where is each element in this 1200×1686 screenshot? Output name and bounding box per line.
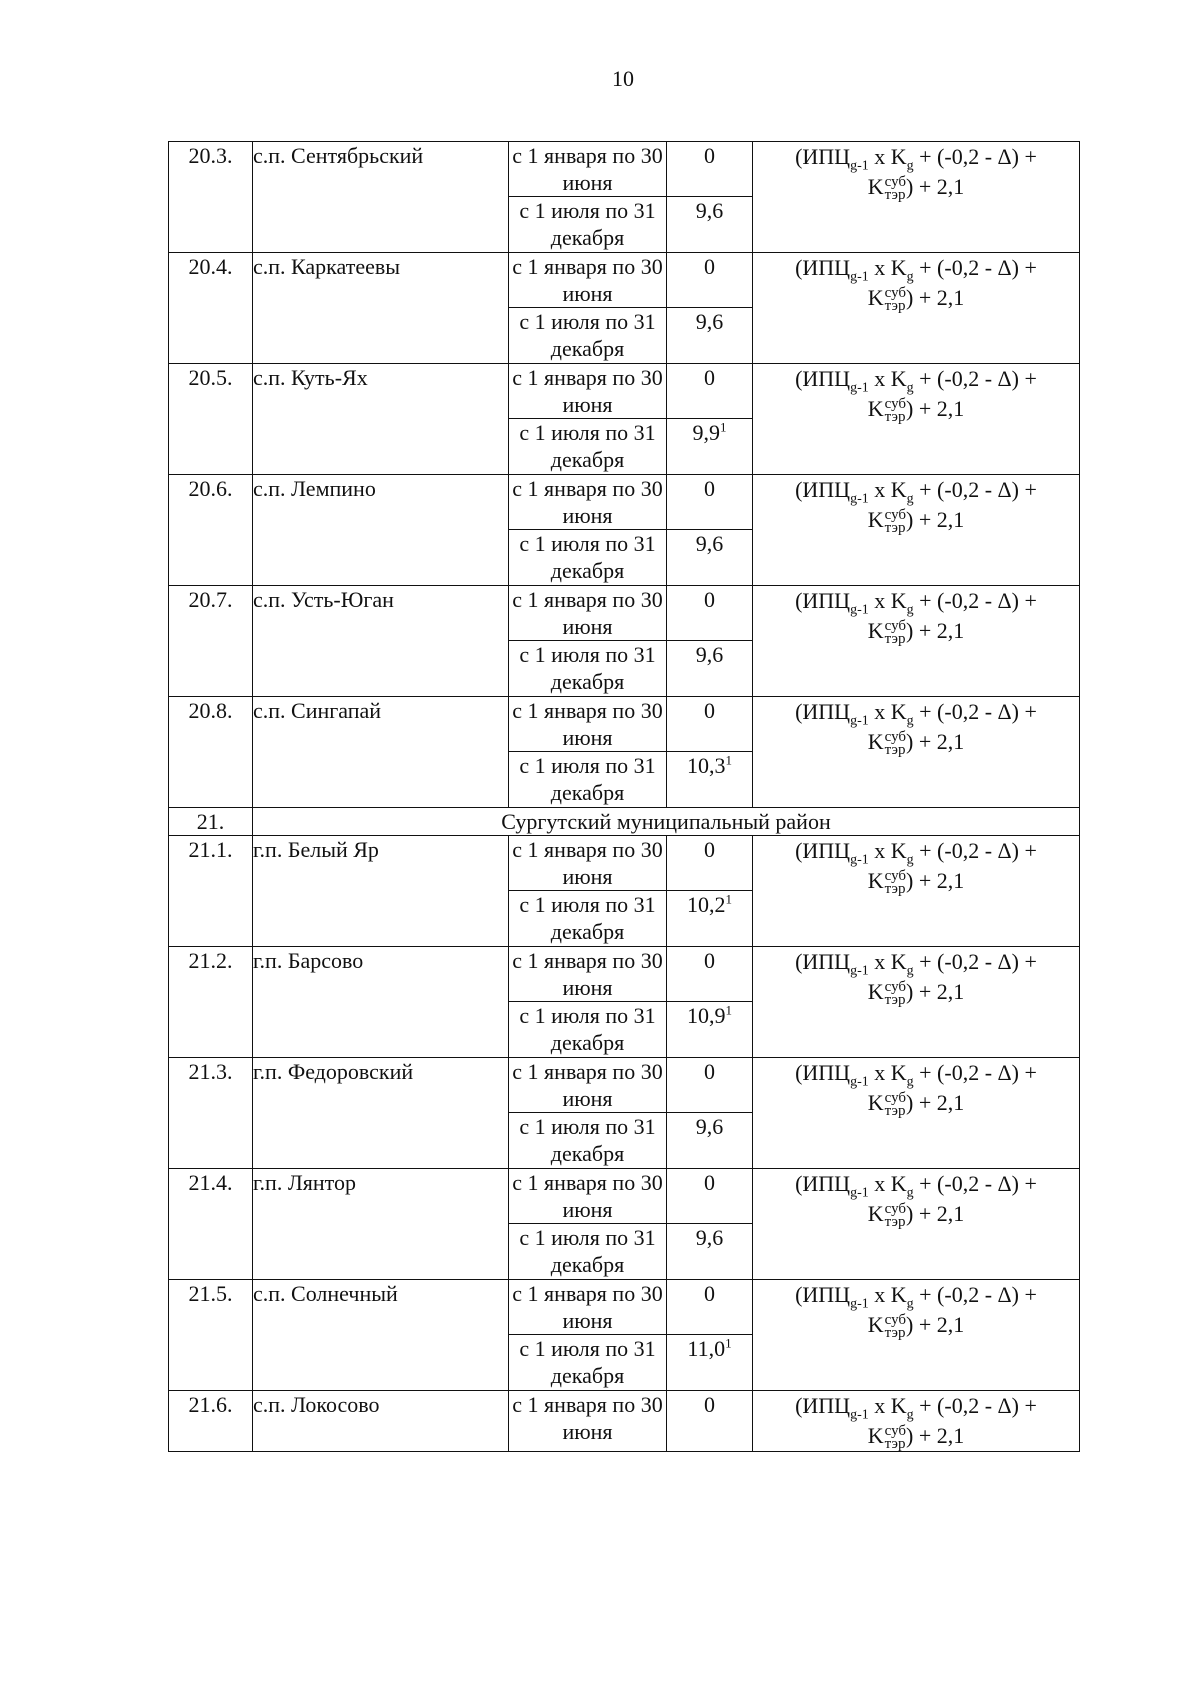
table-row <box>169 947 1080 1002</box>
table-row <box>169 1169 1080 1224</box>
period-first-half: с 1 января по 30 июня <box>509 1058 667 1113</box>
settlement-name: г.п. Федоровский <box>253 1058 509 1169</box>
formula-line-2: K суб тэр ) + 2,1 <box>867 173 965 203</box>
period-first-half: с 1 января по 30 июня <box>509 253 667 308</box>
period-second-half: с 1 июля по 31 декабря <box>509 419 667 475</box>
formula-cell <box>753 1391 1080 1452</box>
formula-line-2: K суб тэр ) + 2,1 <box>867 978 965 1008</box>
row-number: 20.3. <box>169 142 253 253</box>
formula-line-1: ($ИПЦ_{g-1}$ x $K_g + (-0,2 - \Delta)$ + <box>795 1282 1037 1312</box>
footnote-mark: 1 <box>725 1335 732 1351</box>
formula-cell <box>753 586 1080 697</box>
value-first-half: 0 <box>667 586 753 641</box>
table-row <box>169 586 1080 641</box>
row-number: 21.2. <box>169 947 253 1058</box>
value-second-half: 10,9$^1$ <box>667 1002 753 1058</box>
value-second-half: 9,9$^1$ <box>667 419 753 475</box>
formula-line-2: K суб тэр ) + 2,1 <box>867 1311 965 1341</box>
footnote-mark: 1 <box>725 891 732 907</box>
table-row <box>169 475 1080 530</box>
formula-line-1: ($ИПЦ_{g-1}$ x $K_g + (-0,2 - \Delta)$ + <box>795 1393 1037 1423</box>
formula-line-1: ($ИПЦ_{g-1}$ x $K_g + (-0,2 - \Delta)$ + <box>795 1060 1037 1090</box>
footnote-mark: 1 <box>720 419 727 435</box>
row-number: 20.6. <box>169 475 253 586</box>
row-number: 21.3. <box>169 1058 253 1169</box>
formula-line-2: K суб тэр ) + 2,1 <box>867 728 965 758</box>
row-number: 21.6. <box>169 1391 253 1452</box>
value-second-half: 10,3$^1$ <box>667 752 753 808</box>
settlement-name: с.п. Солнечный <box>253 1280 509 1391</box>
period-second-half: с 1 июля по 31 декабря <box>509 197 667 253</box>
formula-line-1: ($ИПЦ_{g-1}$ x $K_g + (-0,2 - \Delta)$ + <box>795 366 1037 396</box>
formula-line-2: K суб тэр ) + 2,1 <box>867 867 965 897</box>
row-number: 20.4. <box>169 253 253 364</box>
settlement-name: с.п. Куть-Ях <box>253 364 509 475</box>
table-row <box>169 1280 1080 1335</box>
settlement-name: с.п. Сингапай <box>253 697 509 808</box>
table-row <box>169 1058 1080 1113</box>
value-first-half: 0 <box>667 142 753 197</box>
value-first-half: 0 <box>667 475 753 530</box>
value-first-half: 0 <box>667 1280 753 1335</box>
value-first-half: 0 <box>667 836 753 891</box>
row-number: 20.7. <box>169 586 253 697</box>
value-second-half: 9,6 <box>667 1113 753 1169</box>
formula-line-2: K суб тэр ) + 2,1 <box>867 617 965 647</box>
value-first-half: 0 <box>667 947 753 1002</box>
formula-cell <box>753 1058 1080 1169</box>
period-first-half: с 1 января по 30 июня <box>509 475 667 530</box>
formula-cell <box>753 475 1080 586</box>
value-second-half: 9,6 <box>667 1224 753 1280</box>
value-second-half: 9,6 <box>667 530 753 586</box>
settlement-name: с.п. Каркатеевы <box>253 253 509 364</box>
period-first-half: с 1 января по 30 июня <box>509 697 667 752</box>
formula-cell <box>753 836 1080 947</box>
table-row <box>169 253 1080 308</box>
formula-cell <box>753 947 1080 1058</box>
period-second-half: с 1 июля по 31 декабря <box>509 641 667 697</box>
formula-cell <box>753 253 1080 364</box>
period-second-half: с 1 июля по 31 декабря <box>509 752 667 808</box>
settlement-name: с.п. Сентябрьский <box>253 142 509 253</box>
formula-line-2: K суб тэр ) + 2,1 <box>867 1200 965 1230</box>
value-first-half: 0 <box>667 697 753 752</box>
value-second-half: 9,6 <box>667 197 753 253</box>
formula-cell <box>753 364 1080 475</box>
formula-line-2: K суб тэр ) + 2,1 <box>867 1089 965 1119</box>
period-first-half: с 1 января по 30 июня <box>509 142 667 197</box>
row-number: 21. <box>169 808 253 836</box>
formula-line-2: K суб тэр ) + 2,1 <box>867 284 965 314</box>
row-number: 21.4. <box>169 1169 253 1280</box>
row-number: 20.8. <box>169 697 253 808</box>
formula-line-1: ($ИПЦ_{g-1}$ x $K_g + (-0,2 - \Delta)$ + <box>795 949 1037 979</box>
period-first-half: с 1 января по 30 июня <box>509 836 667 891</box>
formula-line-1: ($ИПЦ_{g-1}$ x $K_g + (-0,2 - \Delta)$ + <box>795 588 1037 618</box>
value-first-half: 0 <box>667 1058 753 1113</box>
period-second-half: с 1 июля по 31 декабря <box>509 1113 667 1169</box>
period-second-half: с 1 июля по 31 декабря <box>509 891 667 947</box>
period-second-half: с 1 июля по 31 декабря <box>509 308 667 364</box>
value-second-half: 11,0$^1$ <box>667 1335 753 1391</box>
table-row <box>169 1391 1080 1452</box>
table-row <box>169 836 1080 891</box>
value-second-half: 9,6 <box>667 308 753 364</box>
tariff-table <box>168 141 1080 1452</box>
formula-cell <box>753 142 1080 253</box>
value-first-half: 0 <box>667 364 753 419</box>
formula-cell <box>753 697 1080 808</box>
value-second-half: 10,2$^1$ <box>667 891 753 947</box>
formula-line-1: ($ИПЦ_{g-1}$ x $K_g + (-0,2 - \Delta)$ + <box>795 1171 1037 1201</box>
settlement-name: г.п. Белый Яр <box>253 836 509 947</box>
row-number: 21.5. <box>169 1280 253 1391</box>
formula-line-2: K суб тэр ) + 2,1 <box>867 1422 965 1452</box>
settlement-name: с.п. Локосово <box>253 1391 509 1452</box>
formula-line-1: ($ИПЦ_{g-1}$ x $K_g + (-0,2 - \Delta)$ + <box>795 144 1037 174</box>
formula-cell <box>753 1169 1080 1280</box>
footnote-mark: 1 <box>725 1002 732 1018</box>
period-second-half: с 1 июля по 31 декабря <box>509 1335 667 1391</box>
period-first-half: с 1 января по 30 июня <box>509 947 667 1002</box>
period-first-half: с 1 января по 30 июня <box>509 1280 667 1335</box>
period-first-half: с 1 января по 30 июня <box>509 364 667 419</box>
formula-line-2: K суб тэр ) + 2,1 <box>867 506 965 536</box>
formula-line-2: K суб тэр ) + 2,1 <box>867 395 965 425</box>
district-header-row <box>169 808 1080 836</box>
settlement-name: г.п. Лянтор <box>253 1169 509 1280</box>
period-second-half: с 1 июля по 31 декабря <box>509 530 667 586</box>
value-first-half: 0 <box>667 1391 753 1452</box>
formula-cell <box>753 1280 1080 1391</box>
period-second-half: с 1 июля по 31 декабря <box>509 1224 667 1280</box>
table-row <box>169 142 1080 197</box>
formula-line-1: ($ИПЦ_{g-1}$ x $K_g + (-0,2 - \Delta)$ + <box>795 838 1037 868</box>
period-second-half: с 1 июля по 31 декабря <box>509 1002 667 1058</box>
footnote-mark: 1 <box>725 752 732 768</box>
table-row <box>169 697 1080 752</box>
settlement-name: с.п. Лемпино <box>253 475 509 586</box>
row-number: 20.5. <box>169 364 253 475</box>
period-first-half: с 1 января по 30 июня <box>509 1391 667 1452</box>
page-number: 10 <box>612 66 634 91</box>
settlement-name: с.п. Усть-Юган <box>253 586 509 697</box>
formula-line-1: ($ИПЦ_{g-1}$ x $K_g + (-0,2 - \Delta)$ + <box>795 477 1037 507</box>
value-second-half: 9,6 <box>667 641 753 697</box>
district-name: Сургутский муниципальный район <box>253 808 1080 836</box>
value-first-half: 0 <box>667 253 753 308</box>
formula-line-1: ($ИПЦ_{g-1}$ x $K_g + (-0,2 - \Delta)$ + <box>795 699 1037 729</box>
period-first-half: с 1 января по 30 июня <box>509 586 667 641</box>
period-first-half: с 1 января по 30 июня <box>509 1169 667 1224</box>
table-row <box>169 364 1080 419</box>
settlement-name: г.п. Барсово <box>253 947 509 1058</box>
row-number: 21.1. <box>169 836 253 947</box>
value-first-half: 0 <box>667 1169 753 1224</box>
formula-line-1: ($ИПЦ_{g-1}$ x $K_g + (-0,2 - \Delta)$ + <box>795 255 1037 285</box>
